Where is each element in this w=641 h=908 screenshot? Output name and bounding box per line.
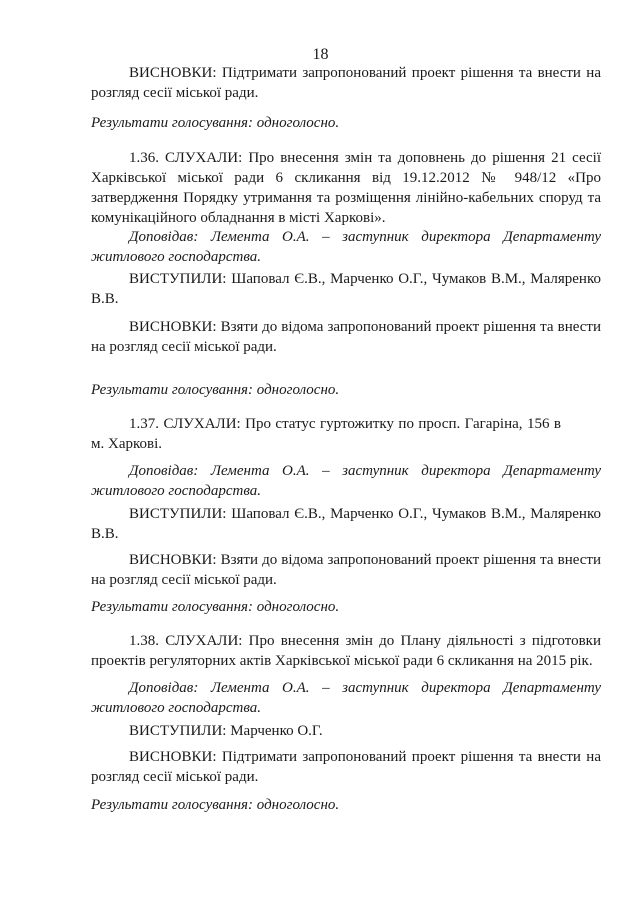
heard-item-1-38: 1.38. СЛУХАЛИ: Про внесення змін до Плану діяльності з підготовки проектів регуляторних актів Харківської міської ради 6 скликання на 2015 рік. bbox=[91, 633, 601, 669]
conclusions-paragraph: ВИСНОВКИ: Підтримати запропонований проект рішення та внести на розгляд сесії міської ради. bbox=[91, 65, 601, 101]
speakers-paragraph: ВИСТУПИЛИ: Шаповал Є.В., Марченко О.Г., Чумаков В.М., Маляренко В.В. bbox=[91, 506, 601, 542]
conclusions-paragraph: ВИСНОВКИ: Взяти до відома запропонований проект рішення та внести на розгляд сесії міської ради. bbox=[91, 552, 601, 588]
reporter-paragraph: Доповідав: Лемента О.А. – заступник директора Департаменту житлового господарства. bbox=[91, 229, 601, 265]
page-number: 18 bbox=[312, 46, 329, 63]
speakers-paragraph: ВИСТУПИЛИ: Марченко О.Г. bbox=[129, 723, 323, 739]
heard-item-1-36: 1.36. СЛУХАЛИ: Про внесення змін та доповнень до рішення 21 сесії Харківської міської ради 6 скликання від 19.12.2012 № 948/12 «Про затвердження Порядку утримання та розміщення лінійно-кабельних споруд та комунікаційного обладнання в місті Харкові». bbox=[91, 150, 601, 226]
voting-result: Результати голосування: одноголосно. bbox=[91, 599, 340, 615]
speakers-paragraph: ВИСТУПИЛИ: Шаповал Є.В., Марченко О.Г., Чумаков В.М., Маляренко В.В. bbox=[91, 271, 601, 307]
voting-result: Результати голосування: одноголосно. bbox=[91, 797, 340, 813]
voting-result: Результати голосування: одноголосно. bbox=[91, 115, 340, 131]
conclusions-paragraph: ВИСНОВКИ: Взяти до відома запропонований проект рішення та внести на розгляд сесії міської ради. bbox=[91, 319, 601, 355]
reporter-paragraph: Доповідав: Лемента О.А. – заступник директора Департаменту житлового господарства. bbox=[91, 680, 601, 716]
voting-result: Результати голосування: одноголосно. bbox=[91, 382, 340, 398]
heard-item-1-37: 1.37. СЛУХАЛИ: Про статус гуртожитку по просп. Гагаріна, 156 в м. Харкові. bbox=[91, 416, 561, 452]
conclusions-paragraph: ВИСНОВКИ: Підтримати запропонований проект рішення та внести на розгляд сесії міської ради. bbox=[91, 749, 601, 785]
reporter-paragraph: Доповідав: Лемента О.А. – заступник директора Департаменту житлового господарства. bbox=[91, 463, 601, 499]
